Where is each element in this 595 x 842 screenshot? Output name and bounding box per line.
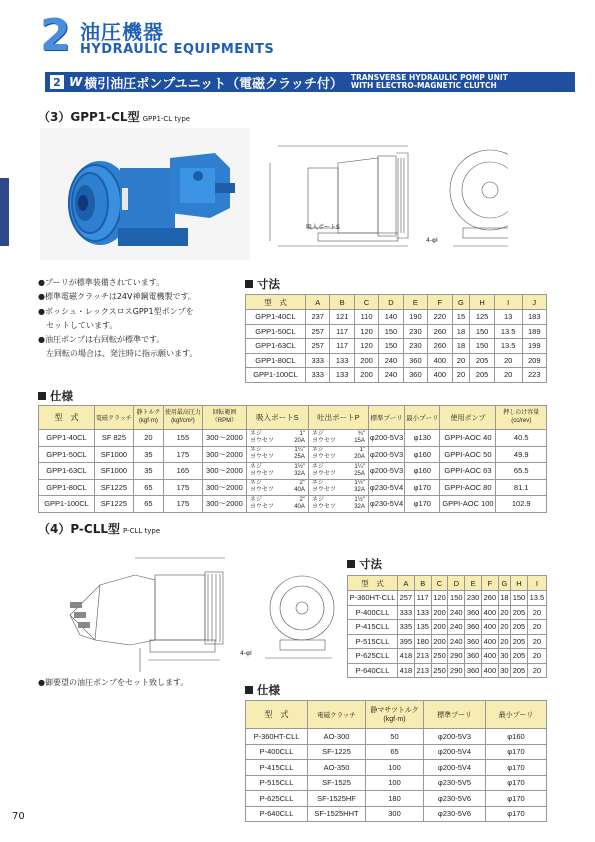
dimension-drawing-gpp1-cl <box>258 128 508 260</box>
table-cell: 120 <box>431 591 448 606</box>
table-row <box>246 729 547 745</box>
table-cell: φ200-5V3 <box>368 430 404 447</box>
table-cell: φ130 <box>405 430 440 447</box>
port-spec <box>312 464 365 478</box>
port-size-inch: 2" <box>299 496 305 503</box>
table-cell: 257 <box>398 591 415 606</box>
table-cell: GPP1-100CL <box>39 496 95 513</box>
port-spec <box>312 447 365 461</box>
table-cell: 155 <box>163 430 202 447</box>
table-cell: 117 <box>414 591 431 606</box>
port-size <box>294 447 305 461</box>
table-cell: φ200-5V3 <box>368 446 404 463</box>
table-cell: GPPI-AOC 50 <box>440 446 496 463</box>
table-cell: 20 <box>527 649 546 664</box>
drawing-label-inlet: 吸入ポートS <box>306 224 340 231</box>
table-cell: SF1000 <box>95 446 134 463</box>
table-cell: 240 <box>448 605 465 620</box>
discharge-port-cell <box>308 430 368 447</box>
table-cell: 418 <box>398 649 415 664</box>
product-photo-gpp1-cl <box>40 128 250 260</box>
port-size-a: 25A <box>294 454 305 461</box>
port-type-weld: ヨウセツ <box>311 503 336 510</box>
table-cell: P-360HT-CLL <box>348 591 398 606</box>
table-cell: 20 <box>527 620 546 635</box>
table-cell: GPP1-50CL <box>39 446 95 463</box>
table-cell: SF1225 <box>95 479 134 496</box>
port-size-a: 32A <box>354 487 365 494</box>
table-cell: GPPI-AOC 63 <box>440 463 496 480</box>
table-row: GPP1-50CL 257 117 120 150 230 260 18 150 13.5 189 <box>246 324 547 339</box>
table-cell: 35 <box>133 446 163 463</box>
table-cell: 49.9 <box>496 446 547 463</box>
notes-p-cll: ●御要望の油圧ポンプをセット致します。 <box>38 678 189 687</box>
table-cell: GPP1-40CL <box>39 430 95 447</box>
port-size-inch: 1½" <box>354 480 365 487</box>
table-cell: 175 <box>163 446 202 463</box>
port-size-inch: 1½" <box>294 463 305 470</box>
table-cell: 400 <box>481 663 498 678</box>
table-cell: 205 <box>511 649 528 664</box>
table-cell: 30 <box>498 663 510 678</box>
port-size-inch: 1¼" <box>354 463 365 470</box>
port-spec <box>250 480 305 494</box>
port-type <box>312 431 336 445</box>
port-type-thread: ネジ <box>249 463 262 470</box>
port-size-a: 32A <box>294 470 305 477</box>
port-type-thread: ネジ <box>311 496 324 503</box>
discharge-port-cell <box>308 446 368 463</box>
port-size-a: 15A <box>354 437 365 444</box>
port-type-thread: ネジ <box>249 430 262 437</box>
port-size <box>354 480 365 494</box>
table-cell: AO-300 <box>308 729 366 745</box>
table-cell: 400 <box>481 634 498 649</box>
table-cell: SF-1525HHT <box>308 806 366 822</box>
suction-port-cell <box>246 496 308 513</box>
port-spec <box>250 464 305 478</box>
port-type-weld: ヨウセツ <box>249 487 274 494</box>
table-cell: 213 <box>414 649 431 664</box>
spec-table-gpp1-cl: 型 式 電磁クラッチ 静トルク (kgf·m) 使用最高圧力 (kgf/cm²) 回転範囲 （RPM） 吸入ポートS 吐出ポートP 標準プーリ 最小プーリ 使用ポンプ 押しのけ容量 (cc/rev) GPP1-40CL SF 825 20 155 300～2000 ネジ ヨウセツ 1" 20A ネジ ヨウセツ ¾" 15A φ200-5V3 φ130 GPPI-AOC 40 40.5 GPP1-50CL SF1000 35 175 300～2000 ネジ ヨウセツ 1¼" 25A ネジ ヨウセツ 1" 20A φ200-5V3 φ160 GPPI-AOC 50 49.9 GPP1-63CL SF1000 35 165 300～2000 ネジ ヨウセツ 1½" 32A ネジ ヨウセツ 1¼" 25A φ200-5V3 φ160 GPPI-AOC 63 65.5 GPP1-80CL SF1225 65 175 300～2000 ネジ ヨウセツ 2" 40A ネジ ヨウセツ 1½" 32A φ230-5V4 φ170 GPPI-AOC 80 81.1 GPP1-100CL SF1225 65 175 300～2000 ネジ ヨウセツ 2" 40A ネジ ヨウセツ 1½" 32A φ230-5V4 φ170 GPPI-AOC 100 102.9 <box>38 405 547 513</box>
chapter-number: 2 <box>40 10 71 61</box>
spec-table-p-cll: 型 式 電磁クラッチ 静マサツトルク (kgf·m) 標準プーリ 最小プーリ P-360HT-CLL AO-300 50 φ200-5V3 φ160 P-400CLL SF-1225 65 φ200-5V4 φ170 P-415CLL AO-350 100 φ200-5V4 φ170 P-515CLL SF-1525 100 φ230-5V5 φ170 P-625CLL SF-1525HF 180 φ230-5V6 φ170 P-640CLL SF-1525HHT 300 φ230-5V6 φ170 <box>245 700 547 822</box>
table-cell: 65 <box>366 744 424 760</box>
table-cell: φ160 <box>486 729 547 745</box>
port-type <box>312 464 336 478</box>
table-cell: 240 <box>448 634 465 649</box>
table-cell: 175 <box>163 496 202 513</box>
table-cell: 65 <box>133 479 163 496</box>
table-cell: φ170 <box>486 760 547 776</box>
port-type <box>250 497 274 511</box>
table-cell: φ200-5V4 <box>424 744 486 760</box>
table-row <box>246 791 547 807</box>
table-cell: 20 <box>527 634 546 649</box>
table-cell: 333 <box>398 605 415 620</box>
table-cell: SF 825 <box>95 430 134 447</box>
square-bullet-icon <box>245 686 253 694</box>
table-cell: φ170 <box>486 806 547 822</box>
table-cell: φ170 <box>486 744 547 760</box>
port-size-inch: 1" <box>299 430 305 437</box>
port-spec <box>250 431 305 445</box>
table-cell: 20 <box>527 663 546 678</box>
table-cell: 400 <box>481 605 498 620</box>
table-row <box>348 649 547 664</box>
table-cell: φ230-5V5 <box>424 775 486 791</box>
table-row <box>348 634 547 649</box>
table-cell: φ230-5V4 <box>368 479 404 496</box>
discharge-port-cell <box>308 479 368 496</box>
table-cell: 360 <box>465 649 482 664</box>
spec3-title: 仕様 <box>38 388 73 404</box>
table-cell: 230 <box>465 591 482 606</box>
table-cell: 20 <box>527 605 546 620</box>
port-type-thread: ネジ <box>249 480 262 487</box>
table-cell: 300～2000 <box>202 463 246 480</box>
page-number: 70 <box>12 811 25 822</box>
port-spec <box>312 480 365 494</box>
discharge-port-cell <box>308 463 368 480</box>
table-cell: φ160 <box>405 446 440 463</box>
table-cell: GPP1-63CL <box>39 463 95 480</box>
table-cell: φ200-5V3 <box>424 729 486 745</box>
table-cell: 20 <box>498 620 510 635</box>
port-size-a: 25A <box>354 470 365 477</box>
spec4-title: 仕様 <box>245 682 280 698</box>
port-type-weld: ヨウセツ <box>311 454 336 461</box>
port-size-a: 20A <box>354 454 365 461</box>
table-cell: 360 <box>465 663 482 678</box>
table-cell: P-400CLL <box>348 605 398 620</box>
table-cell: P-515CLL <box>246 775 308 791</box>
port-type <box>250 480 274 494</box>
port-type <box>312 497 336 511</box>
table-cell: 200 <box>431 605 448 620</box>
table-cell: φ170 <box>486 775 547 791</box>
table-cell: 418 <box>398 663 415 678</box>
table-cell: 100 <box>366 760 424 776</box>
table-row <box>246 806 547 822</box>
suction-port-cell <box>246 479 308 496</box>
table-row <box>348 605 547 620</box>
table-cell: P-515CLL <box>348 634 398 649</box>
table-row <box>39 479 547 496</box>
port-type <box>250 431 274 445</box>
port-type-thread: ネジ <box>311 480 324 487</box>
port-type-weld: ヨウセツ <box>249 437 274 444</box>
table-cell: 360 <box>465 620 482 635</box>
table-cell: 360 <box>465 605 482 620</box>
dims3-title: 寸法 <box>245 276 280 292</box>
port-type-weld: ヨウセツ <box>311 470 336 477</box>
table-cell: φ160 <box>405 463 440 480</box>
table-row <box>39 496 547 513</box>
table-row <box>246 760 547 776</box>
table-cell: 100 <box>366 775 424 791</box>
table-cell: AO-350 <box>308 760 366 776</box>
table-cell: P-360HT-CLL <box>246 729 308 745</box>
table-cell: 180 <box>414 634 431 649</box>
port-type-thread: ネジ <box>311 447 324 454</box>
table-cell: GPPI-AOC 80 <box>440 479 496 496</box>
port-size-a: 32A <box>354 503 365 510</box>
table-cell: 135 <box>414 620 431 635</box>
table-cell: SF1225 <box>95 496 134 513</box>
brand-logo-icon: W <box>69 75 83 89</box>
port-size <box>354 497 365 511</box>
table-cell: 50 <box>366 729 424 745</box>
chapter-title-jp: 油圧機器 <box>80 20 164 44</box>
port-size <box>294 431 305 445</box>
section4-title: （4）P-CLL型 P-CLL type <box>38 522 161 536</box>
table-cell: 395 <box>398 634 415 649</box>
port-type-thread: ネジ <box>311 463 324 470</box>
table-cell: 360 <box>465 634 482 649</box>
table-row <box>348 663 547 678</box>
port-type-thread: ネジ <box>249 447 262 454</box>
table-cell: 102.9 <box>496 496 547 513</box>
drawing4-label-bolt: 4-φI <box>240 650 252 657</box>
port-spec <box>250 497 305 511</box>
table-cell: φ230-5V6 <box>424 791 486 807</box>
table-row <box>246 744 547 760</box>
table-cell: 260 <box>481 591 498 606</box>
table-row <box>39 463 547 480</box>
table-cell: 300 <box>366 806 424 822</box>
table-cell: 175 <box>163 479 202 496</box>
table-row <box>39 446 547 463</box>
table-cell: 200 <box>431 620 448 635</box>
table-cell: P-415CLL <box>348 620 398 635</box>
suction-port-cell <box>246 463 308 480</box>
table-row <box>348 591 547 606</box>
notes-gpp1-cl: ●プーリが標準装備されています。 ●標準電磁クラッチは24V神鋼電機製です。 ●ボッシュ・レックスロスGPP1型ポンプを セットしています。 ●油圧ポンプは右回転が標準です。 左回転の場合は、発注時に指示願います。 <box>38 278 198 359</box>
table-cell: 205 <box>511 634 528 649</box>
table-cell: φ170 <box>486 791 547 807</box>
table-cell: φ200-5V3 <box>368 463 404 480</box>
suction-port-cell <box>246 430 308 447</box>
table-cell: 13.5 <box>527 591 546 606</box>
table-cell: 18 <box>498 591 510 606</box>
table-cell: 240 <box>448 620 465 635</box>
table-cell: P-640CLL <box>348 663 398 678</box>
square-bullet-icon <box>38 392 46 400</box>
table-cell: 20 <box>133 430 163 447</box>
port-type-weld: ヨウセツ <box>249 470 274 477</box>
table-cell: 30 <box>498 649 510 664</box>
port-size-inch: 1½" <box>354 496 365 503</box>
section3-title: （3）GPP1-CL型 GPP1-CL type <box>38 110 191 124</box>
port-type-weld: ヨウセツ <box>249 503 274 510</box>
chapter-title-en: HYDRAULIC EQUIPMENTS <box>80 42 275 57</box>
table-cell: 300～2000 <box>202 496 246 513</box>
table-cell: 300～2000 <box>202 430 246 447</box>
table-row: GPP1-40CL 237 121 110 140 190 220 15 125 13 183 <box>246 310 547 325</box>
banner-number: 2 <box>50 75 64 89</box>
table-cell: SF1000 <box>95 463 134 480</box>
port-type <box>250 464 274 478</box>
table-cell: 205 <box>511 605 528 620</box>
table-cell: 65.5 <box>496 463 547 480</box>
dimension-drawing-p-cll <box>40 540 335 675</box>
dims-table-p-cll: 型 式 A B C D E F G H I P-360HT-CLL 257 117 120 150 230 260 18 150 13.5 P-400CLL 333 133 200 240 360 400 20 205 20 P-415CLL 335 135 200 240 360 400 20 205 20 P-515CLL 395 180 200 240 360 400 20 205 20 P-625CLL 418 213 250 290 360 400 30 205 20 P-640CLL 418 213 250 290 360 400 30 205 20 <box>347 575 547 678</box>
table-cell: GPP1-80CL <box>39 479 95 496</box>
table-cell: 400 <box>481 649 498 664</box>
table-cell: 65 <box>133 496 163 513</box>
table-cell: 180 <box>366 791 424 807</box>
port-type-weld: ヨウセツ <box>249 454 274 461</box>
table-row <box>39 430 547 447</box>
table-cell: 40.5 <box>496 430 547 447</box>
port-size-inch: 1" <box>359 447 365 454</box>
port-size <box>294 464 305 478</box>
table-cell: P-640CLL <box>246 806 308 822</box>
table-row <box>348 620 547 635</box>
chapter-side-tab <box>0 178 9 246</box>
port-size-inch: 1¼" <box>294 447 305 454</box>
port-size-a: 40A <box>294 503 305 510</box>
table-row <box>246 775 547 791</box>
table-cell: 250 <box>431 649 448 664</box>
table-cell: GPPI-AOC 100 <box>440 496 496 513</box>
table-cell: φ230-5V4 <box>368 496 404 513</box>
table-cell: 250 <box>431 663 448 678</box>
table-cell: 300～2000 <box>202 479 246 496</box>
port-type-thread: ネジ <box>249 496 262 503</box>
dims-table-gpp1-cl: 型 式 A B C D E F G H I J GPP1-40CL 237 121 110 140 190 220 15 125 13 183 GPP1-50CL 257 117 120 150 230 260 18 150 13.5 189 GPP1-63CL 257 117 120 150 230 260 18 150 13.5 199 GPP1-80CL 333 133 200 240 360 400 20 205 20 209 GPP1-100CL 333 133 200 240 360 400 20 205 20 223 <box>245 294 547 383</box>
table-cell: φ170 <box>405 496 440 513</box>
drawing-label-bolt: 4-φI <box>426 237 438 244</box>
port-size <box>354 464 365 478</box>
table-cell: 200 <box>431 634 448 649</box>
discharge-port-cell <box>308 496 368 513</box>
table-cell: P-625CLL <box>348 649 398 664</box>
table-cell: 213 <box>414 663 431 678</box>
port-size-a: 20A <box>294 437 305 444</box>
table-cell: 335 <box>398 620 415 635</box>
port-size <box>294 480 305 494</box>
table-cell: 290 <box>448 649 465 664</box>
table-row: GPP1-63CL 257 117 120 150 230 260 18 150 13.5 199 <box>246 339 547 354</box>
port-type <box>312 480 336 494</box>
table-cell: P-400CLL <box>246 744 308 760</box>
port-spec <box>312 431 365 445</box>
port-type-weld: ヨウセツ <box>311 487 336 494</box>
table-cell: P-415CLL <box>246 760 308 776</box>
square-bullet-icon <box>347 560 355 568</box>
table-cell: 205 <box>511 663 528 678</box>
port-spec <box>312 497 365 511</box>
table-cell: P-625CLL <box>246 791 308 807</box>
port-size-inch: 2" <box>299 480 305 487</box>
port-type <box>312 447 336 461</box>
table-cell: 300～2000 <box>202 446 246 463</box>
section-banner <box>45 72 575 92</box>
banner-title-jp: 横引油圧ポンプユニット（電磁クラッチ付） <box>84 76 343 92</box>
table-cell: 150 <box>511 591 528 606</box>
port-type-thread: ネジ <box>311 430 324 437</box>
table-cell: 20 <box>498 634 510 649</box>
suction-port-cell <box>246 446 308 463</box>
table-cell: GPPI-AOC 40 <box>440 430 496 447</box>
table-cell: 81.1 <box>496 479 547 496</box>
table-cell: 20 <box>498 605 510 620</box>
table-cell: φ230-5V6 <box>424 806 486 822</box>
dims4-title: 寸法 <box>347 556 382 572</box>
table-row: GPP1-80CL 333 133 200 240 360 400 20 205 20 209 <box>246 353 547 368</box>
table-cell: 35 <box>133 463 163 480</box>
table-cell: 150 <box>448 591 465 606</box>
table-cell: 205 <box>511 620 528 635</box>
table-cell: 290 <box>448 663 465 678</box>
port-type-weld: ヨウセツ <box>311 437 336 444</box>
table-cell: φ200-5V4 <box>424 760 486 776</box>
port-size-a: 40A <box>294 487 305 494</box>
table-cell: SF-1525HF <box>308 791 366 807</box>
table-cell: 400 <box>481 620 498 635</box>
banner-title-en: TRANSVERSE HYDRAULIC POMP UNIT WITH ELECTRO-MAGNETIC CLUTCH <box>350 73 508 90</box>
table-row: GPP1-100CL 333 133 200 240 360 400 20 205 20 223 <box>246 368 547 383</box>
table-cell: φ170 <box>405 479 440 496</box>
table-cell: SF-1525 <box>308 775 366 791</box>
port-size <box>354 447 365 461</box>
port-type <box>250 447 274 461</box>
port-size <box>294 497 305 511</box>
square-bullet-icon <box>245 280 253 288</box>
port-spec <box>250 447 305 461</box>
port-size-inch: ¾" <box>357 430 365 437</box>
table-cell: 133 <box>414 605 431 620</box>
port-size <box>354 431 365 445</box>
table-cell: 165 <box>163 463 202 480</box>
table-cell: SF-1225 <box>308 744 366 760</box>
